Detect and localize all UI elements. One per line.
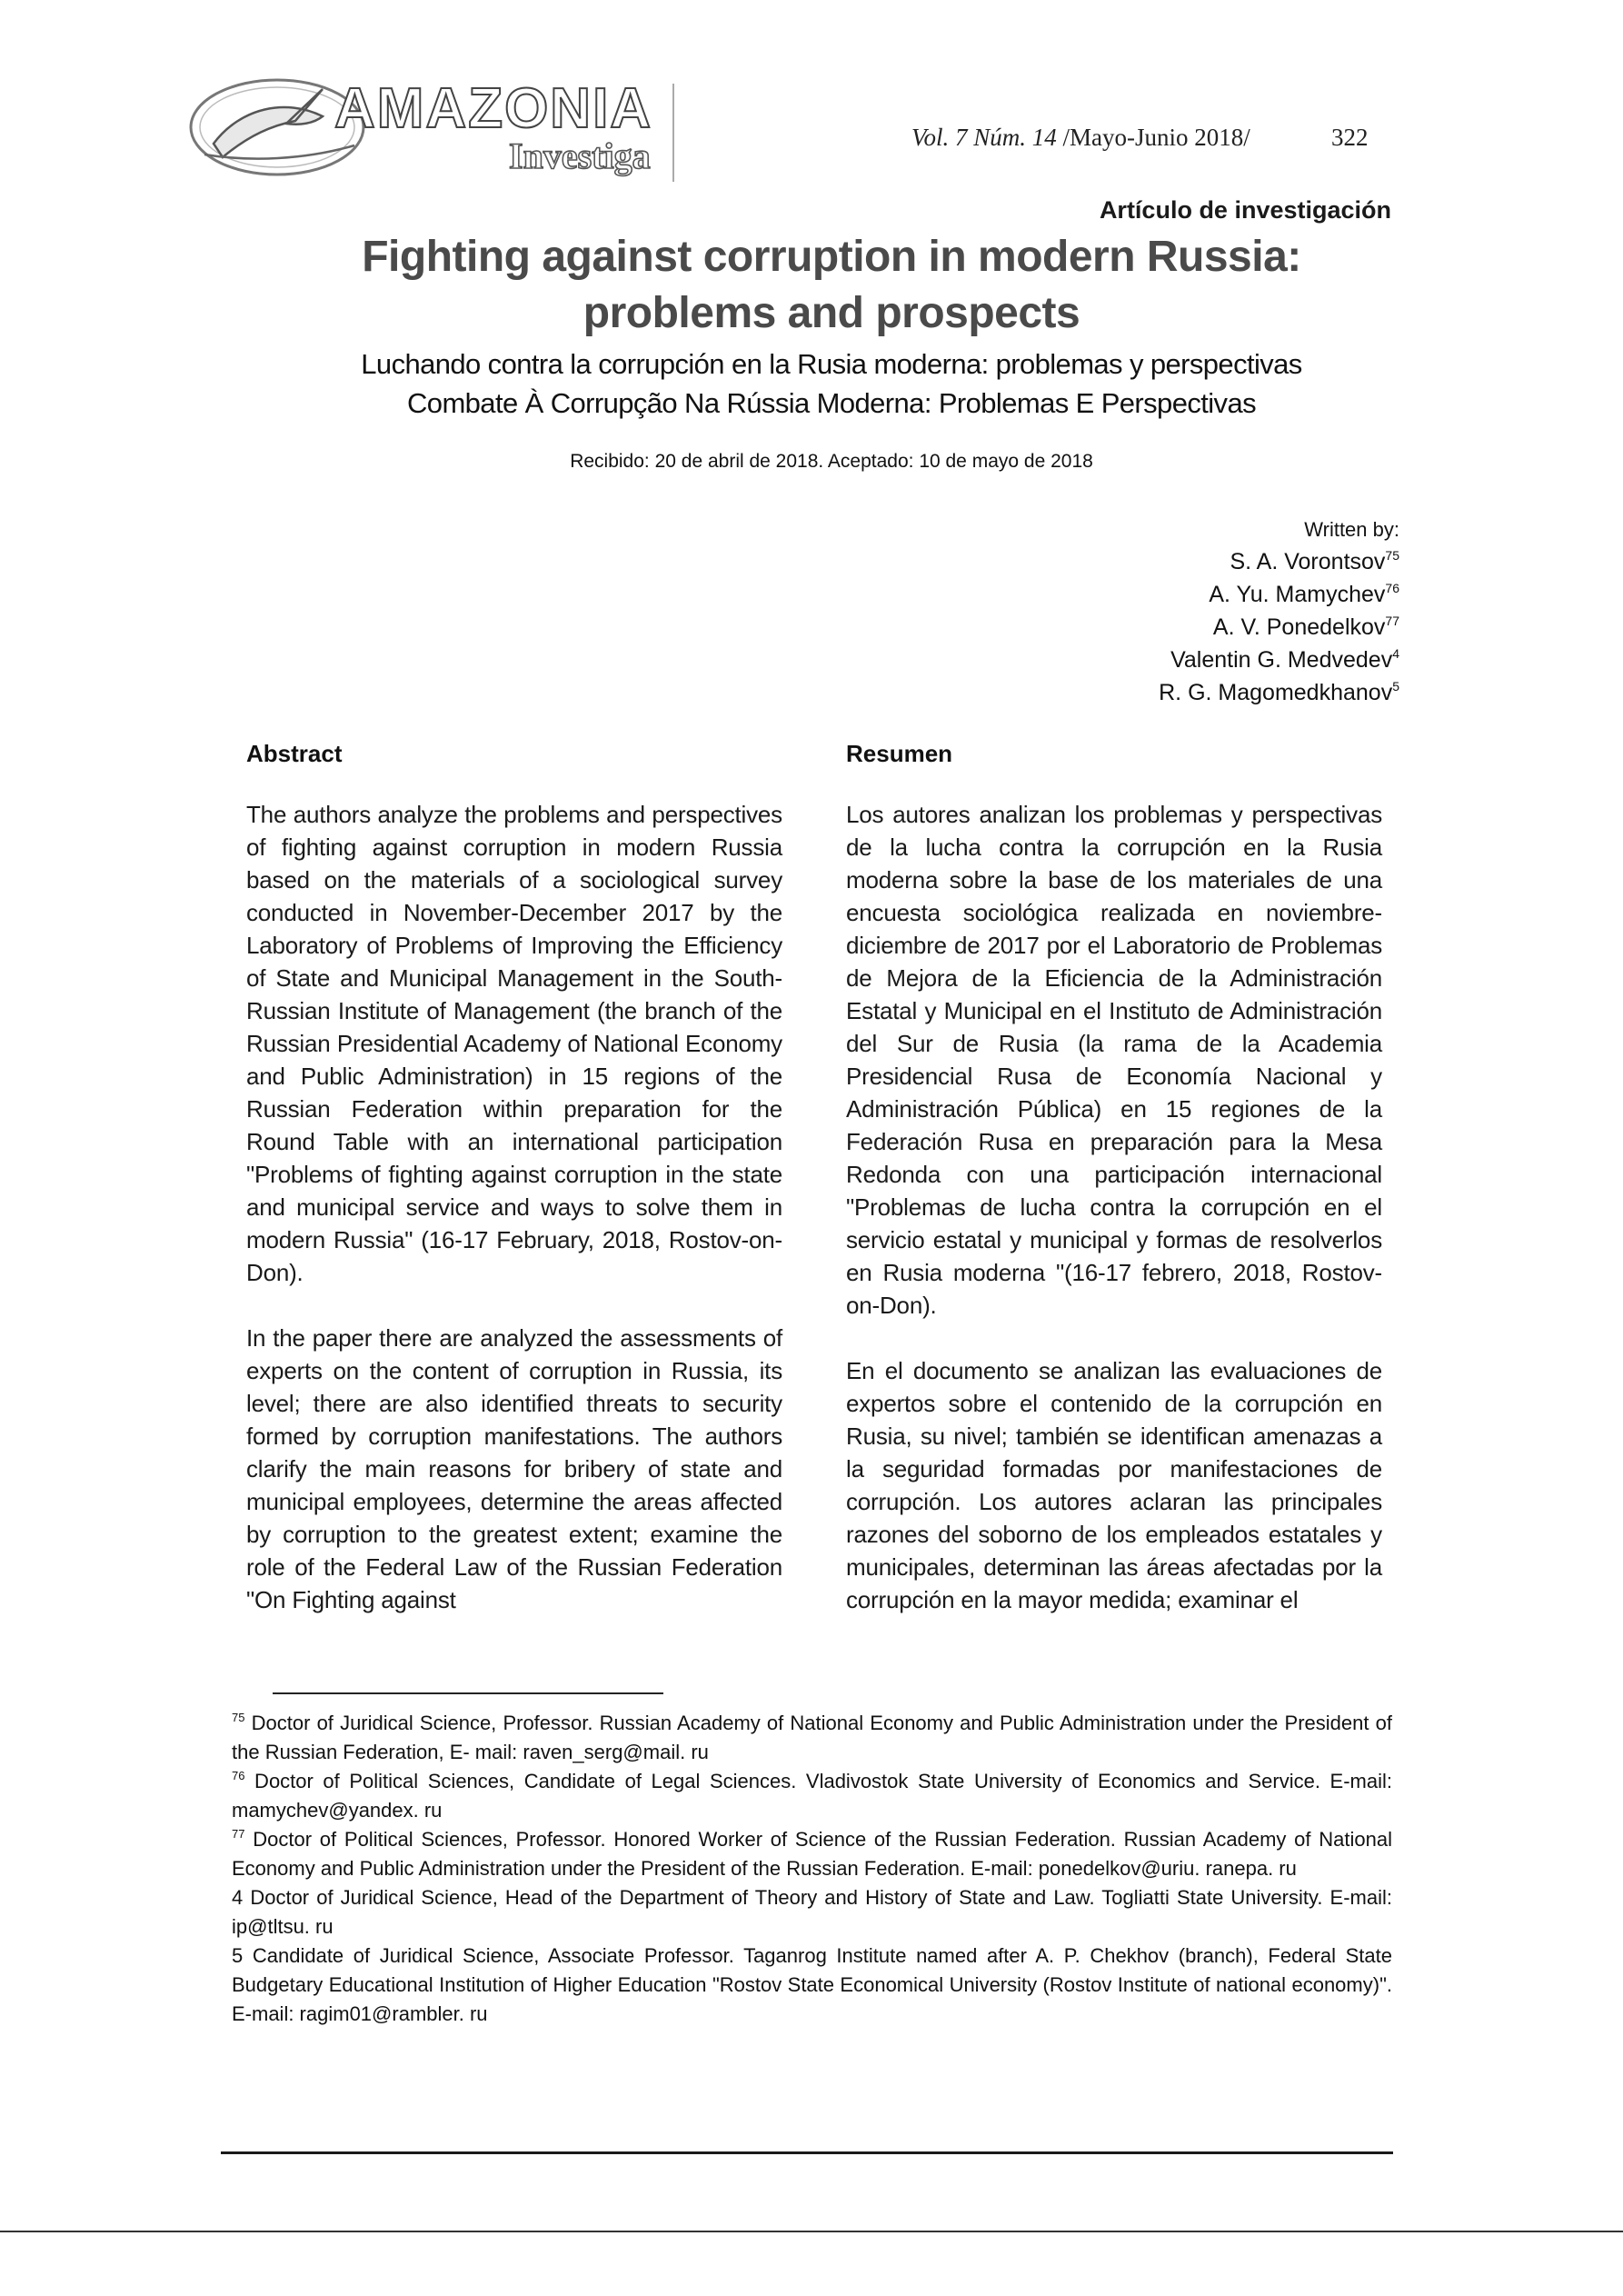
page-number: 322 — [1331, 124, 1369, 151]
author-name: S. A. Vorontsov$^{75}$ — [1230, 548, 1399, 574]
logo-wordmark: AMAZONIA — [334, 77, 653, 140]
footnote-mark: 4 — [232, 1886, 244, 1909]
author-footnote-mark: 76 — [1385, 581, 1399, 595]
footnote-separator — [273, 1692, 663, 1694]
abstract-column — [246, 738, 782, 1649]
resumen-paragraph-2: En el documento se analizan las evaluaciones de expertos sobre el contenido de la corrupción en Rusia, su nivel; también se identifican amenazas a la seguridad formadas por manifestaciones de corrupción. Los autores aclaran las principales razones del soborno de los empleados estatales y municipales, determinan las áreas afectadas por la corrupción en la mayor medida; examinar el — [846, 1357, 1382, 1613]
resumen-column — [846, 738, 1382, 1649]
author-footnote-mark: 5 — [1392, 679, 1399, 694]
author-name: Valentin G. Medvedev$^4$ — [1170, 646, 1399, 673]
footnote: 5 Candidate of Juridical Science, Associate Professor. Taganrog Institute named after A. P. Chekhov (branch), Federal State Budgetary Educational Institution of Higher Education "Rostov State Economical University (Rostov Institute of national economy)". E-mail: ragim01@rambler. ru — [232, 1944, 1392, 2025]
received-accepted-dates: Recibido: 20 de abril de 2018. Aceptado: 10 de mayo de 2018 — [570, 451, 1093, 472]
footnote-mark: 76 — [232, 1769, 245, 1782]
footnote-mark: 77 — [232, 1827, 245, 1841]
author-footnote-mark: 77 — [1385, 614, 1399, 628]
resumen-paragraph-1: Los autores analizan los problemas y perspectivas de la lucha contra la corrupción en la Rusia moderna sobre la base de los materiales de una encuesta sociológica realizada en noviembre-diciembre de 2017 por el Laboratorio de Problemas de Mejora de la Eficiencia de la Administración Estatal y Municipal en el Instituto de Administración del Sur de Rusia (la rama de la Academia Presidencial Rusa de Economía Nacional y Administración Pública) en 15 regiones de la Federación Rusa en preparación para la Mesa Redonda con una participación internacional "Problemas de lucha contra la corrupción en el servicio estatal y municipal y formas de resolverlos en Rusia moderna "(16-17 febrero, 2018, Rostov-on-Don). — [846, 801, 1382, 1319]
footnote: $^{75}$ Doctor of Juridical Science, Professor. Russian Academy of National Economy and Public Administration under the President of the Russian Federation, E- mail: raven_serg@mail. ru — [232, 1711, 1392, 1763]
subtitle-spanish: Luchando contra la corrupción en la Rusia moderna: problemas y perspectivas — [361, 348, 1302, 380]
footnote-mark: 75 — [232, 1711, 245, 1724]
title-line-1: Fighting against corruption in modern Russia: — [362, 233, 1301, 281]
paper-title — [273, 229, 1390, 342]
abstract-paragraph-2: In the paper there are analyzed the assessments of experts on the content of corruption in Russia, its level; there are also identified threats to security formed by corruption manifestations. The authors clarify the main reasons for bribery of state and municipal employees, determine the areas affected by corruption to the greatest extent; examine the role of the Federal Law of the Russian Federation "On Fighting against — [246, 1324, 782, 1613]
author-name: A. Yu. Mamychev$^{76}$ — [1209, 581, 1399, 607]
author-name: A. V. Ponedelkov$^{77}$ — [1212, 614, 1399, 640]
logo-divider — [672, 84, 674, 182]
issue-info — [911, 124, 1250, 152]
abstract-heading: Abstract — [246, 740, 343, 767]
written-by-label: Written by: — [1304, 518, 1399, 541]
issue-volume: Vol. 7 Núm. 14 — [911, 124, 1057, 151]
article-type: Artículo de investigación — [1099, 196, 1391, 224]
footnote: $^{76}$ Doctor of Political Sciences, Candidate of Legal Sciences. Vladivostok State University of Economics and Service. E-mail: mamychev@yandex. ru — [232, 1769, 1392, 1822]
logo-bird-icon — [214, 89, 323, 157]
logo-subwordmark: Investiga — [509, 135, 651, 176]
author-name: R. G. Magomedkhanov$^5$ — [1159, 679, 1399, 705]
footnote: $^{77}$ Doctor of Political Sciences, Professor. Honored Worker of Science of the Russian Federation. Russian Academy of National Economy and Public Administration under the President of the Russian Federation. E-mail: ponedelkov@uriu. ranepa. ru — [232, 1827, 1392, 1880]
footnotes — [232, 1709, 1392, 2029]
footnote-mark: 5 — [232, 1944, 244, 1967]
footnote: 4 Doctor of Juridical Science, Head of the Department of Theory and History of State and Law. Togliatti State University. E-mail: ip@tltsu. ru — [232, 1886, 1392, 1938]
title-line-2: problems and prospects — [582, 289, 1080, 337]
page-edge-line — [0, 2231, 1623, 2232]
author-footnote-mark: 4 — [1392, 646, 1399, 661]
abstract-paragraph-1: The authors analyze the problems and perspectives of fighting against corruption in modern Russia based on the materials of a sociological survey conducted in November-December 2017 by the Laboratory of Problems of Improving the Efficiency of State and Municipal Management in the South-Russian Institute of Management (the branch of the Russian Presidential Academy of National Economy and Public Administration) in 15 regions of the Russian Federation within preparation for the Round Table with an international participation "Problems of fighting against corruption in the state and municipal service and ways to solve them in modern Russia" (16-17 February, 2018, Rostov-on-Don). — [246, 801, 782, 1286]
author-block — [1159, 514, 1399, 709]
author-footnote-mark: 75 — [1385, 548, 1399, 563]
subtitle-portuguese: Combate À Corrupção Na Rússia Moderna: Problemas E Perspectivas — [407, 387, 1256, 419]
page-bottom-rule — [221, 2151, 1393, 2154]
resumen-heading: Resumen — [846, 740, 953, 767]
issue-date: /Mayo-Junio 2018/ — [1056, 124, 1250, 151]
